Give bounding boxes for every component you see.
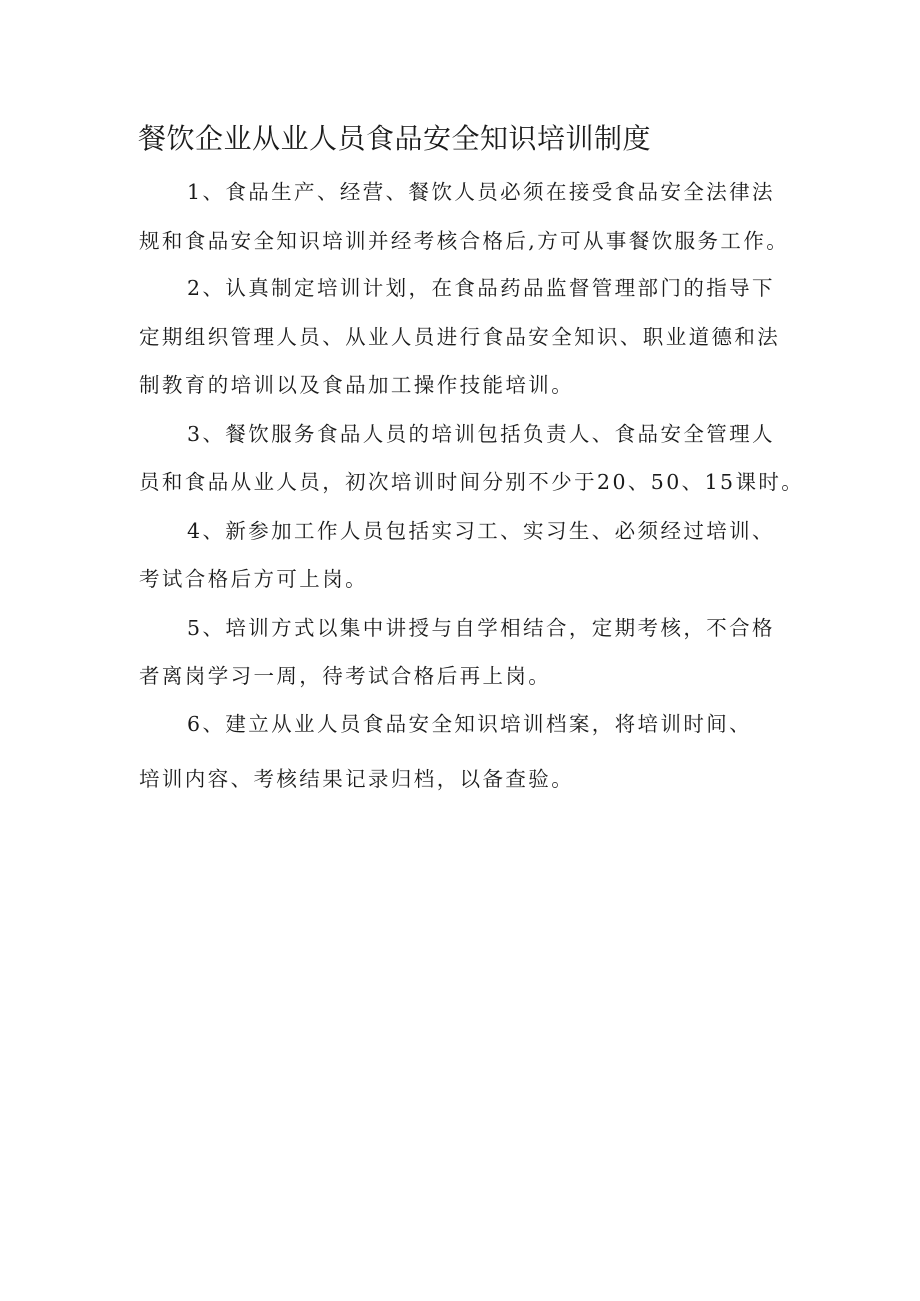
paragraph-line: 规和食品安全知识培训并经考核合格后,方可从事餐饮服务工作。 [139,229,790,253]
paragraph-line: 4、新参加工作人员包括实习工、实习生、必须经过培训、 [187,519,775,543]
paragraph-line: 培训内容、考核结果记录归档，以备查验。 [139,767,575,791]
paragraph-line: 6、建立从业人员食品安全知识培训档案，将培训时间、 [187,712,753,736]
paragraph-line: 制教育的培训以及食品加工操作技能培训。 [139,373,575,397]
paragraph-line: 定期组织管理人员、从业人员进行食品安全知识、职业道德和法 [139,325,781,349]
paragraph-line: 2、认真制定培训计划，在食品药品监督管理部门的指导下 [187,276,775,300]
paragraph-line: 1、食品生产、经营、餐饮人员必须在接受食品安全法律法 [187,180,775,204]
paragraph-line: 3、餐饮服务食品人员的培训包括负责人、食品安全管理人 [187,422,775,446]
document-title: 餐饮企业从业人员食品安全知识培训制度 [138,122,652,155]
paragraph-line: 考试合格后方可上岗。 [139,567,368,591]
paragraph-line: 5、培训方式以集中讲授与自学相结合，定期考核，不合格 [187,616,775,640]
paragraph-line: 员和食品从业人员，初次培训时间分别不少于20、50、15课时。 [139,470,805,494]
paragraph-line: 者离岗学习一周，待考试合格后再上岗。 [139,664,552,688]
